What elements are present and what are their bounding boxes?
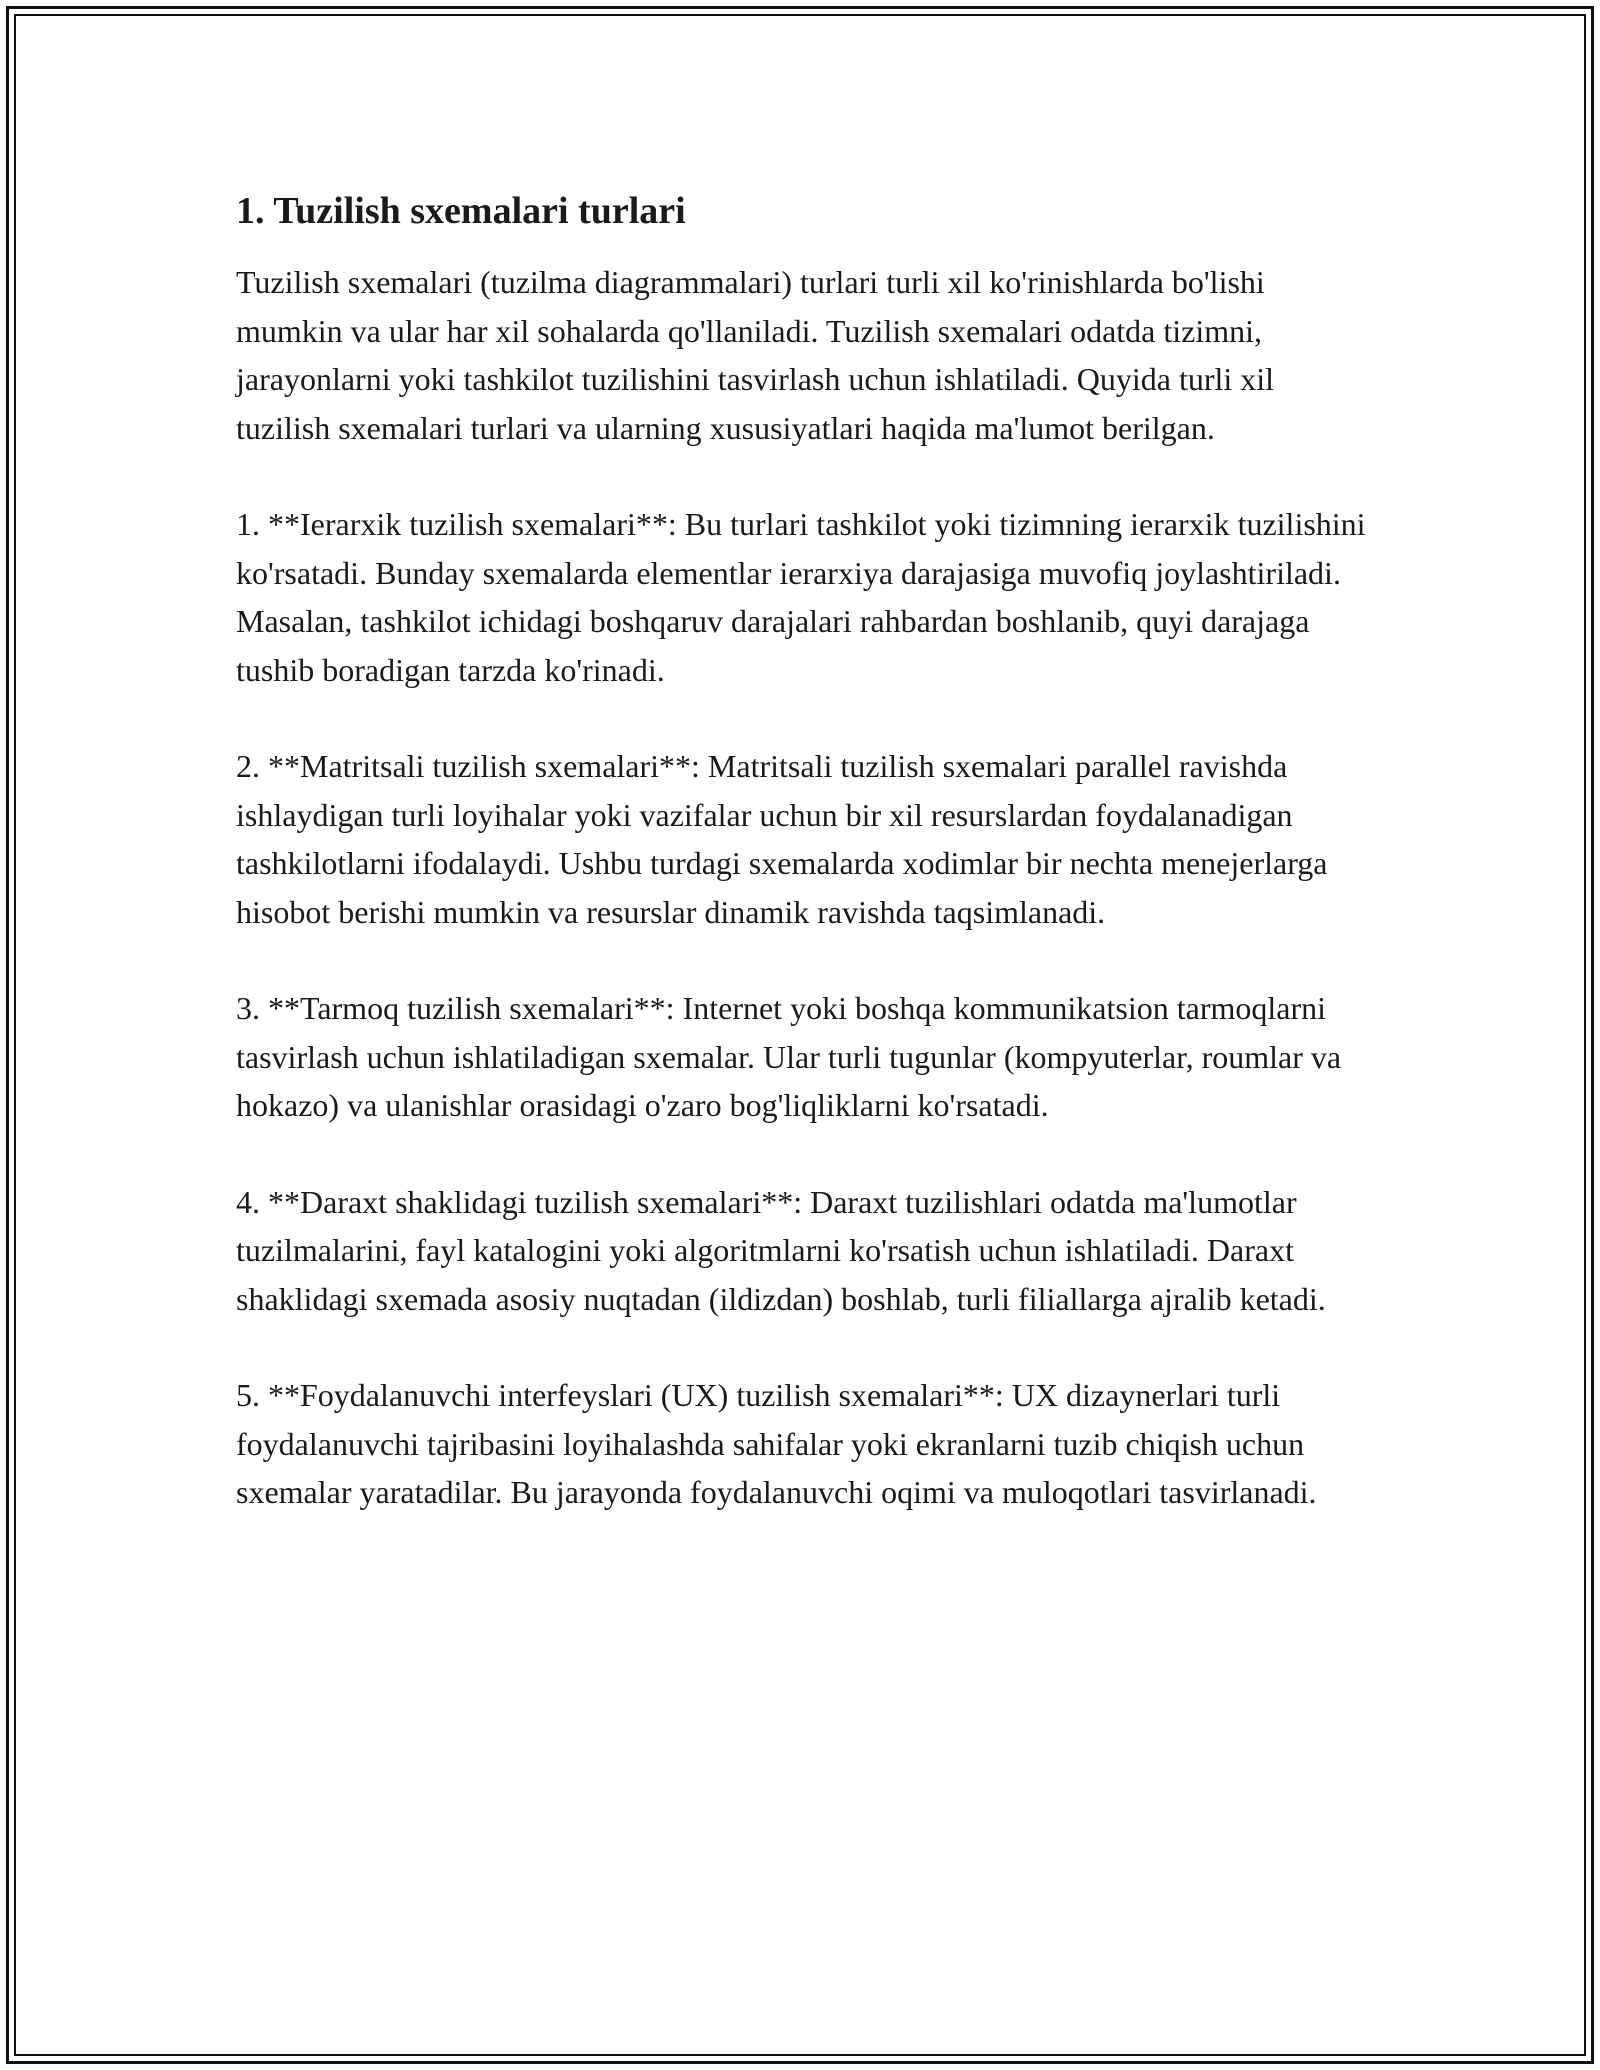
paragraph-network: 3. **Tarmoq tuzilish sxemalari**: Internet yoki boshqa kommunikatsion tarmoqlarni tasvirlash uchun ishlatiladigan sxemalar. Ular turli tugunlar (kompyuterlar, roumlar va hokazo) va ulanishlar orasidagi o'zaro bog'liqliklarni ko'rsatadi. <box>236 990 1342 1123</box>
paragraph-matrix: 2. **Matritsali tuzilish sxemalari**: Matritsali tuzilish sxemalari parallel ravishda ishlaydigan turli loyihalar yoki vazifalar uchun bir xil resurslardan foydalanadigan tashkilotlarni ifodalaydi. Ushbu turdagi sxemalarda xodimlar bir nechta menejerlarga hisobot berishi mumkin va resurslar dinamik ravishda taqsimlanadi. <box>236 748 1328 930</box>
section-heading: 1. Tuzilish sxemalari turlari <box>236 190 686 232</box>
paragraph-hierarchical: 1. **Ierarxik tuzilish sxemalari**: Bu turlari tashkilot yoki tizimning ierarxik tuzilishini ko'rsatadi. Bunday sxemalarda elementlar ierarxiya darajasiga muvofiq joylashtiriladi. Masalan, tashkilot ichidagi boshqaruv darajalari rahbardan boshlanib, quyi darajaga tushib boradigan tarzda ko'rinadi. <box>236 506 1366 688</box>
document-body <box>236 186 1376 1517</box>
paragraph-tree: 4. **Daraxt shaklidagi tuzilish sxemalari**: Daraxt tuzilishlari odatda ma'lumotlar tuzilmalarini, fayl katalogini yoki algoritmlarni ko'rsatish uchun ishlatiladi. Daraxt shaklidagi sxemada asosiy nuqtadan (ildizdan) boshlab, turli filiallarga ajralib ketadi. <box>236 1183 1326 1317</box>
paragraph-ux: 5. **Foydalanuvchi interfeyslari (UX) tuzilish sxemalari**: UX dizaynerlari turli foydalanuvchi tajribasini loyihalashda sahifalar yoki ekranlarni tuzib chiqish uchun sxemalar yaratadilar. Bu jarayonda foydalanuvchi oqimi va muloqotlari tasvirlanadi. <box>236 1377 1317 1510</box>
intro-paragraph: Tuzilish sxemalari (tuzilma diagrammalari) turlari turli xil ko'rinishlarda bo'lishi mumkin va ular har xil sohalarda qo'llaniladi. Tuzilish sxemalari odatda tizimni, jarayonlarni yoki tashkilot tuzilishini tasvirlash uchun ishlatiladi. Quyida turli xil tuzilish sxemalari turlari va ularning xususiyatlari haqida ma'lumot berilgan. <box>236 264 1275 446</box>
